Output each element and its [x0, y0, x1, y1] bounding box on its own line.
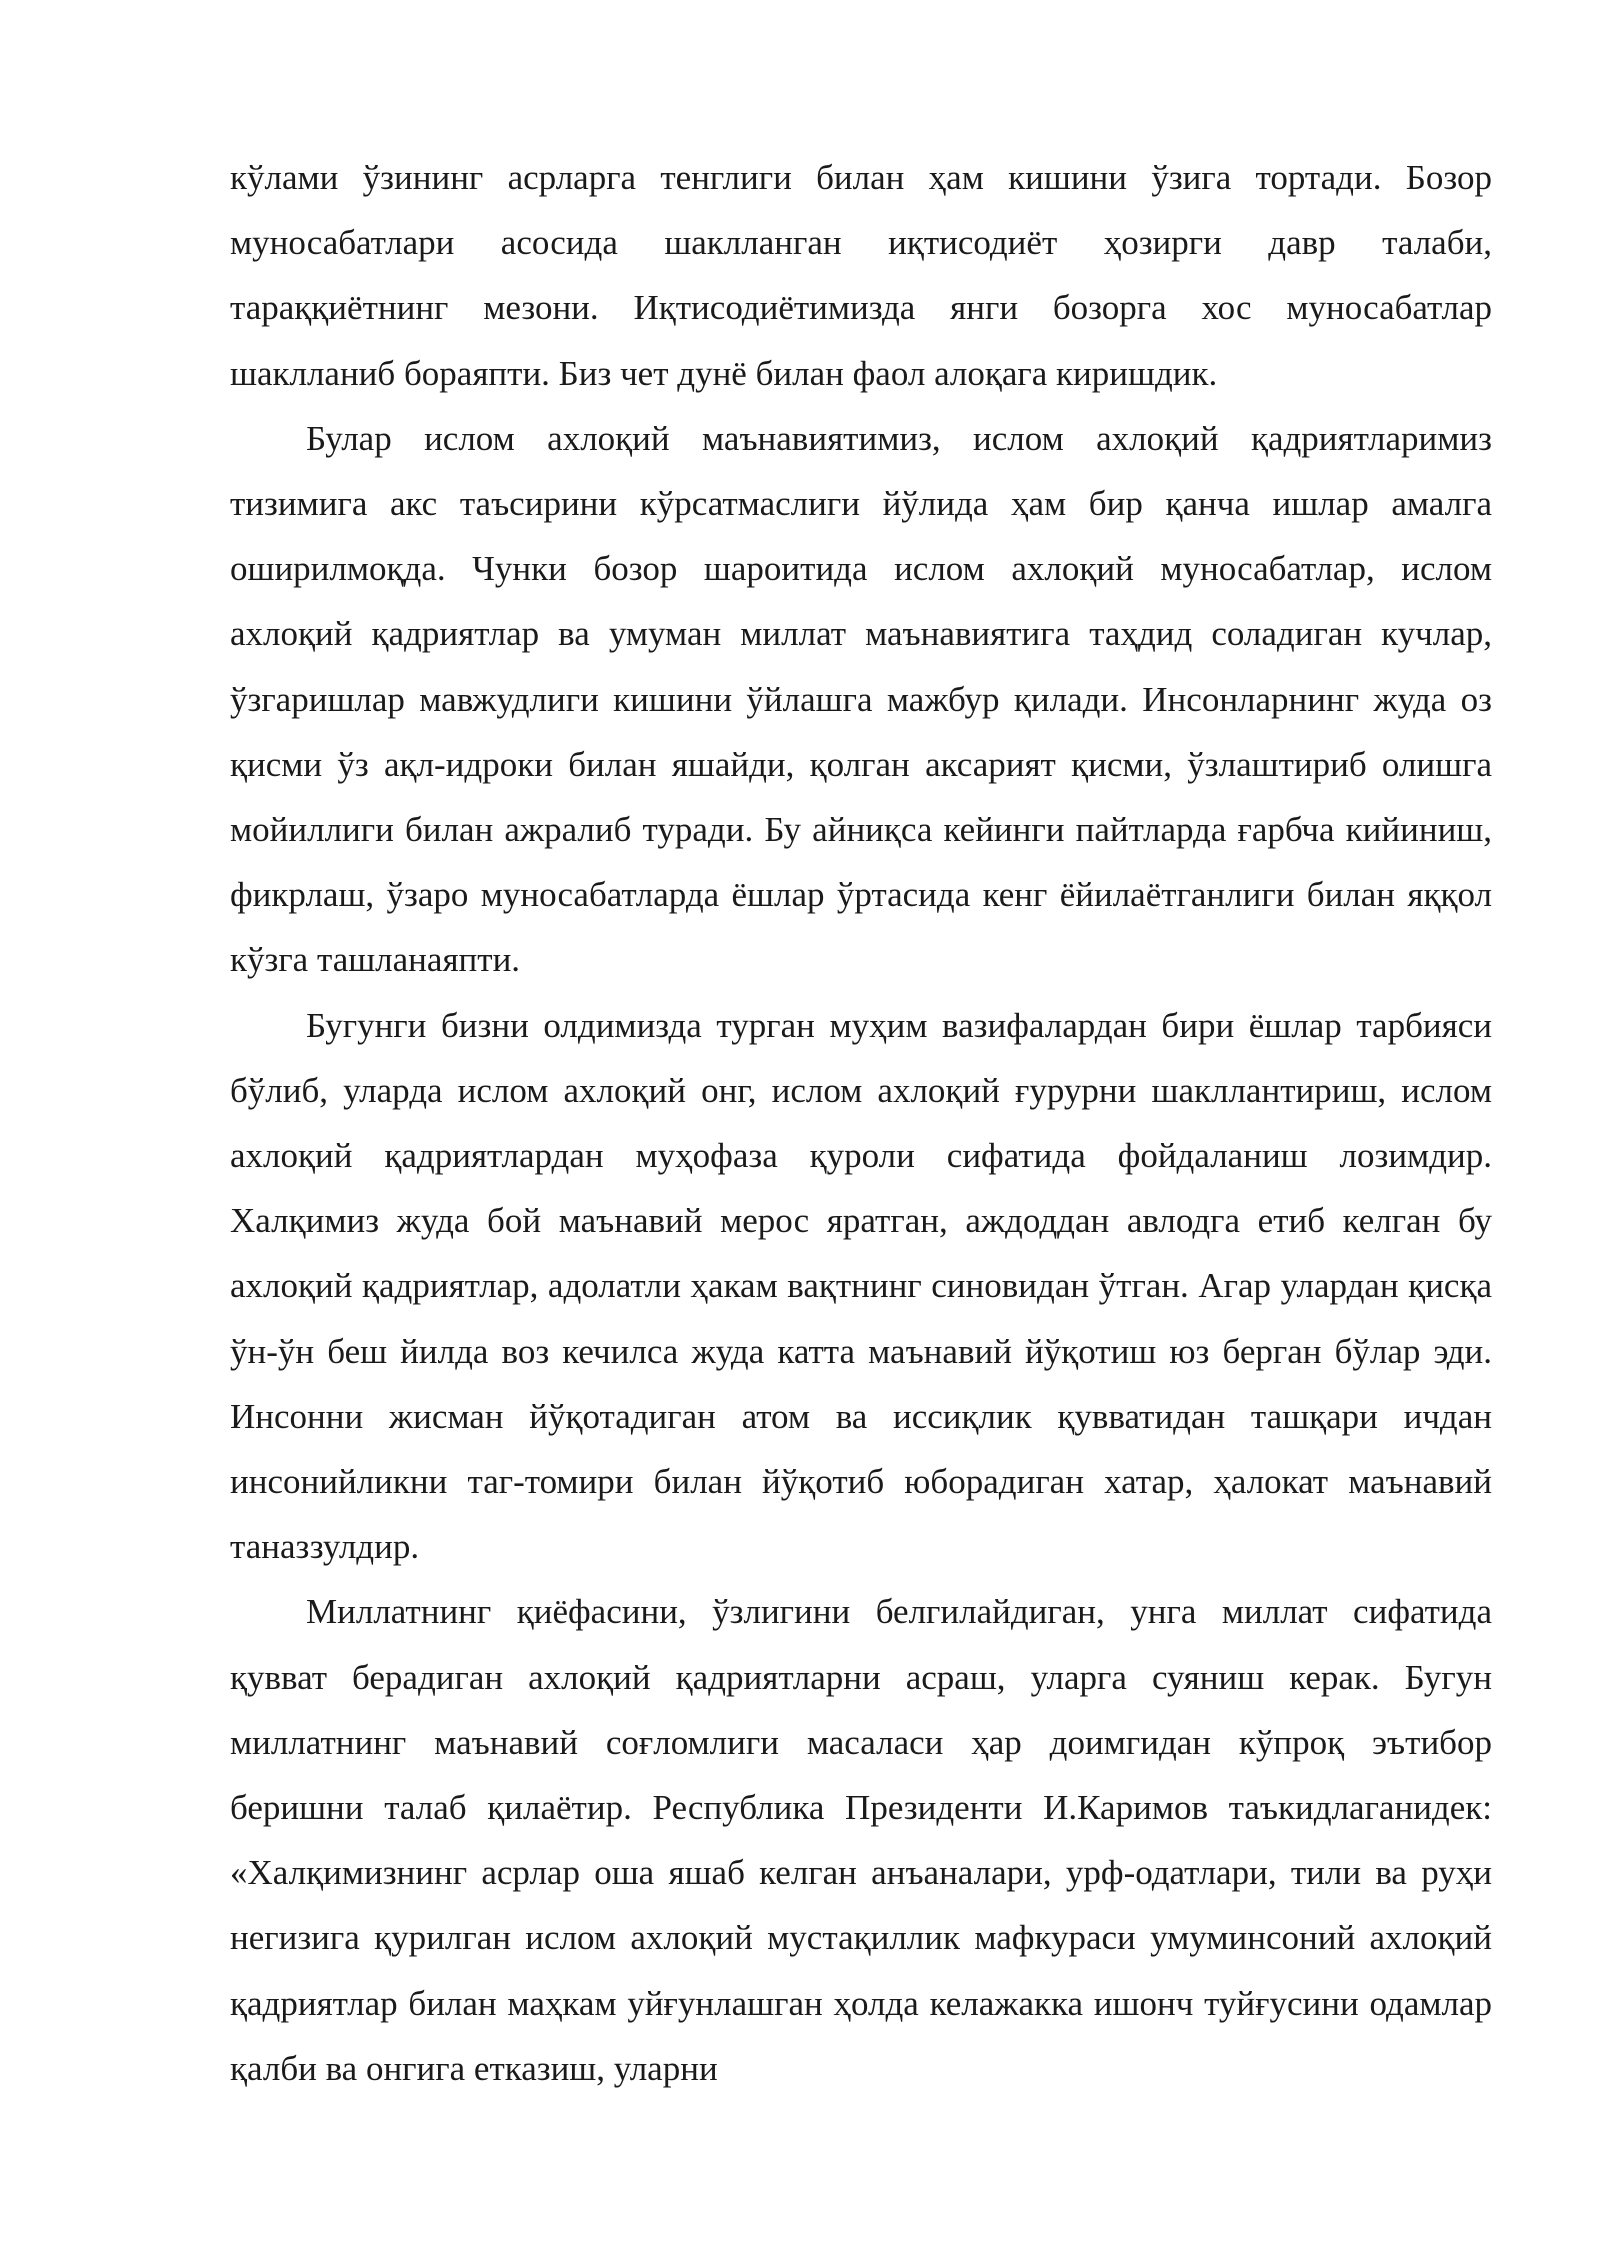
paragraph-2: Булар ислом ахлоқий маънавиятимиз, ислом ахлоқий қадриятларимиз тизимига акс таъсирини кўрсатмаслиги йўлида ҳам бир қанча ишлар амалга оширилмоқда. Чунки бозор шароитида ислом ахлоқий муносабатлар, ислом ахлоқий қадриятлар ва умуман миллат маънавиятига таҳдид соладиган кучлар, ўзгаришлар мавжудлиги кишини ўйлашга мажбур қилади. Инсонларнинг жуда оз қисми ўз ақл-идроки билан яшайди, қолган аксарият қисми, ўзлаштириб олишга мойиллиги билан ажралиб туради. Бу айниқса кейинги пайтларда ғарбча кийиниш, фикрлаш, ўзаро муносабатларда ёшлар ўртасида кенг ёйилаётганлиги билан яққол кўзга ташланаяпти.	[230, 418, 1492, 980]
document-text-body	[230, 145, 1492, 2101]
paragraph-3: Бугунги бизни олдимизда турган муҳим вазифалардан бири ёшлар тарбияси бўлиб, уларда ислом ахлоқий онг, ислом ахлоқий ғурурни шакллантириш, ислом ахлоқий қадриятлардан муҳофаза қуроли сифатида фойдаланиш лозимдир. Халқимиз жуда бой маънавий мерос яратган, аждоддан авлодга етиб келган бу ахлоқий қадриятлар, адолатли ҳакам вақтнинг синовидан ўтган. Агар улардан қисқа ўн-ўн беш йилда воз кечилса жуда катта маънавий йўқотиш юз берган бўлар эди. Инсонни жисман йўқотадиган атом ва иссиқлик қувватидан ташқари ичдан инсонийликни таг-томири билан йўқотиб юборадиган хатар, ҳалокат маънавий таназзулдир.	[230, 1005, 1492, 1567]
paragraph-4: Миллатнинг қиёфасини, ўзлигини белгилайдиган, унга миллат сифатида қувват берадиган ахлоқий қадриятларни асраш, уларга суяниш керак. Бугун миллатнинг маънавий соғломлиги масаласи ҳар доимгидан кўпроқ эътибор беришни талаб қилаётир. Республика Президенти И.Каримов таъкидлаганидек: «Халқимизнинг асрлар оша яшаб келган анъаналари, урф-одатлари, тили ва руҳи негизига қурилган ислом ахлоқий мустақиллик мафкураси умуминсоний ахлоқий қадриятлар билан маҳкам уйғунлашган ҳолда келажакка ишонч туйғусини одамлар қалби ва онгига етказиш, уларни	[230, 1592, 1492, 2088]
paragraph-1: кўлами ўзининг асрларга тенглиги билан ҳам кишини ўзига тортади. Бозор муносабатлари асосида шаклланган иқтисодиёт ҳозирги давр талаби, тараққиётнинг мезони. Иқтисодиётимизда янги бозорга хос муносабатлар шаклланиб бораяпти. Биз чет дунё билан фаол алоқага киришдик.	[230, 158, 1492, 393]
